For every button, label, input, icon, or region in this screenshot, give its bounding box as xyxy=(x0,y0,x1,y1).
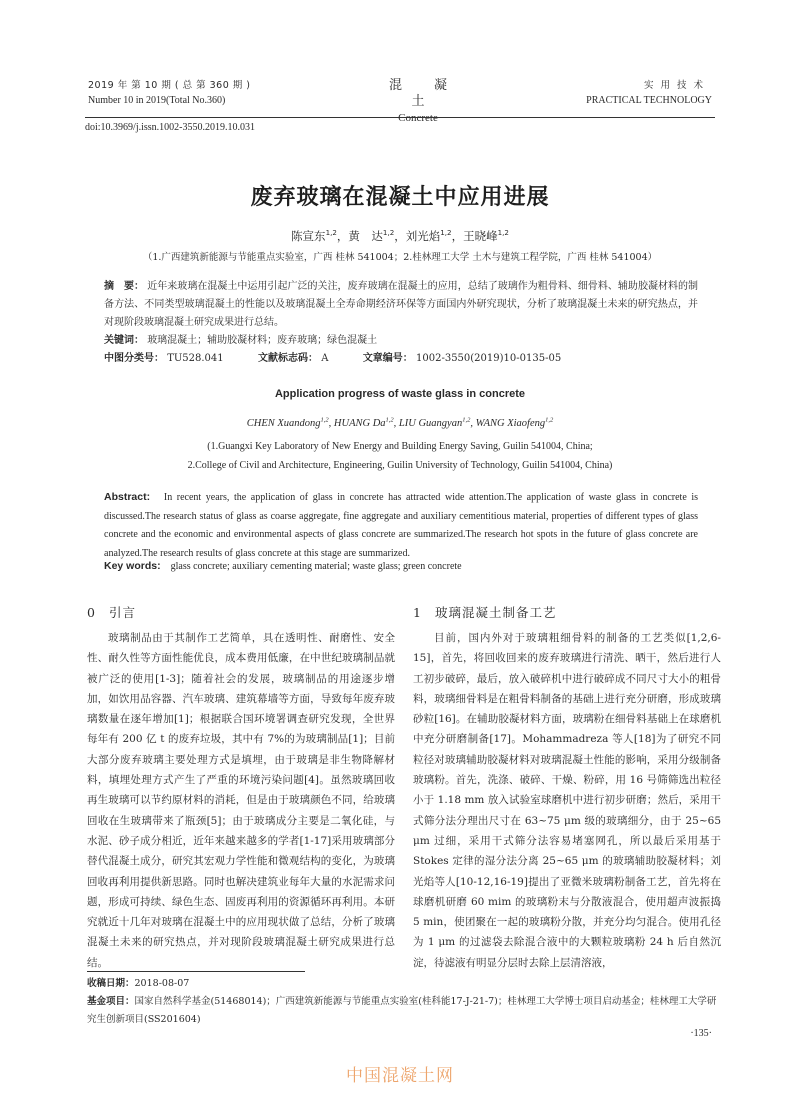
author-affiliation-mark: 1,2 xyxy=(325,228,337,238)
author-affiliation-mark: 1,2 xyxy=(462,416,471,424)
column-info xyxy=(586,78,712,108)
author-name: 刘光焰 xyxy=(405,229,441,243)
article-title-en: Application progress of waste glass in concrete xyxy=(274,388,525,400)
author-separator: ， xyxy=(336,229,349,243)
author-list-en xyxy=(0,418,800,429)
section-number: 1 xyxy=(413,605,422,620)
author-separator: , xyxy=(470,418,476,429)
journal-name-en: Concrete xyxy=(398,112,438,124)
section-preparation-process xyxy=(413,602,721,973)
classification-row xyxy=(104,350,561,368)
keywords-cn-text: 玻璃混凝土；辅助胶凝材料；废弃玻璃；绿色混凝土 xyxy=(147,335,378,346)
page-number: ·135· xyxy=(690,1028,712,1039)
clc-label: 中图分类号： xyxy=(104,353,164,364)
abstract-cn-label: 摘 要： xyxy=(104,281,145,292)
section-title: 引言 xyxy=(109,605,137,620)
abstract-cn xyxy=(104,278,698,332)
article-title-cn: 废弃玻璃在混凝土中应用进展 xyxy=(250,185,550,210)
author-affiliation-mark: 1,2 xyxy=(382,228,395,238)
section-heading xyxy=(87,602,395,624)
author-affiliation-mark: 1,2 xyxy=(497,228,509,238)
abstract-en xyxy=(104,488,698,563)
keywords-en xyxy=(104,557,462,576)
article-no-value: 1002-3550(2019)10-0135-05 xyxy=(416,353,562,364)
running-header xyxy=(88,78,712,124)
author-separator: , xyxy=(393,418,399,429)
author-list-cn xyxy=(0,228,800,244)
keywords-cn xyxy=(104,332,377,350)
keywords-en-label: Key words: xyxy=(104,560,161,572)
section-number: 0 xyxy=(87,605,96,620)
affiliation-en-1: (1.Guangxi Key Laboratory of New Energy and Building Energy Saving, Guilin 541004, China; xyxy=(207,441,593,452)
footnote-fund xyxy=(87,993,717,1029)
doc-code-value: A xyxy=(321,353,329,364)
abstract-en-label: Abstract: xyxy=(104,491,151,503)
received-label: 收稿日期： xyxy=(87,978,135,989)
abstract-en-text: In recent years, the application of glass in concrete has attracted wide attention.The application of waste glass in concrete is discussed.The research status of glass as coarse aggregate, fine aggregate and auxiliary cementitious material, properties of different types of glass concrete and the economic and environmental aspects of glass concrete are summarized.The research hot spots in the future of glass concrete are analyzed.The research results of glass concrete at this stage are summarized. xyxy=(104,492,699,559)
author-affiliation-mark: 1,2 xyxy=(545,416,554,424)
section-title: 玻璃混凝土制备工艺 xyxy=(435,605,557,620)
column-cn: 实用技术 xyxy=(643,80,710,91)
author-affiliation-mark: 1,2 xyxy=(320,416,329,424)
author-name: 陈宣东 xyxy=(291,229,326,243)
article-no-label: 文章编号： xyxy=(362,353,413,364)
received-date: 2018-08-07 xyxy=(134,978,190,989)
author-name: CHEN Xuandong xyxy=(246,418,321,429)
section-introduction xyxy=(87,602,395,973)
author-name: 黄 达 xyxy=(348,229,383,243)
fund-label: 基金项目： xyxy=(87,996,135,1007)
doi[interactable]: doi:10.3969/j.issn.1002-3550.2019.10.031 xyxy=(85,122,256,133)
author-name: LIU Guangyan xyxy=(398,418,463,429)
author-name: WANG Xiaofeng xyxy=(475,418,546,429)
author-affiliation-mark: 1,2 xyxy=(440,228,452,238)
doc-code-label: 文献标志码： xyxy=(258,353,319,364)
fund-text: 国家自然科学基金(51468014)；广西建筑新能源与节能重点实验室(桂科能17-J-21-7)；桂林理工大学博士项目启动基金；桂林理工大学研究生创新项目(SS201604) xyxy=(87,996,717,1025)
journal-name xyxy=(348,78,488,126)
author-affiliation-mark: 1,2 xyxy=(385,416,394,424)
issue-cn: 2019 年 第 10 期 ( 总 第 360 期 ) xyxy=(88,80,251,91)
footnote-divider xyxy=(87,971,305,972)
section-heading xyxy=(413,602,721,624)
author-separator: ， xyxy=(394,229,406,243)
paragraph: 玻璃制品由于其制作工艺简单，具在透明性、耐磨性、安全性、耐久性等方面性能优良，成本费用低廉，在中世纪玻璃制品就被广泛的使用[1-3]；随着社会的发展，玻璃制品的用途逐步增加，如饮用品容器、汽车玻璃、建筑幕墙等方面，导致每年废弃玻璃数量在逐年增加[1]；根据联合国环境署调查研究发现，全世界每年有 200 亿 t 的废弃垃圾，其中有 7%的为玻璃制品[1]；目前大部分废弃玻璃主要处理方式是填埋，由于玻璃是非生物降解材料，填埋处理方式产生了严重的环境污染问题[4]。虽然玻璃回收再生玻璃可以节约原材料的消耗，但是由于玻璃颜色不同，给玻璃回收在生玻璃带来了瓶颈[5]；由于玻璃成分主要是二氧化硅，与水泥、砂子成分相近，近年来越来越多的学者[1-17]采用玻璃部分替代混凝土成分，研究其宏观力学性能和微观结构的变化，为玻璃回收再利用提供新思路。同时也解决建筑业每年大量的水泥需求问题，形成可持续、绿色生态、固废再利用的资源循环再利用。本研究就近十几年对玻璃在混凝土中的应用现状做了总结，分析了玻璃混凝土未来的研究热点，并对现阶段玻璃混凝土研究成果进行总结。 xyxy=(87,632,395,969)
issue-info xyxy=(88,78,251,108)
issue-en: Number 10 in 2019(Total No.360) xyxy=(88,95,226,106)
abstract-cn-text: 近年来玻璃在混凝土中运用引起广泛的关注，废弃玻璃在混凝土的应用，总结了玻璃作为粗骨料、细骨料、辅助胶凝材料的制备方法、不同类型玻璃混凝土的性能以及玻璃混凝土全寿命期经济环保等方面国内外研究现状，分析了玻璃混凝土未来的研究热点，并对现阶段玻璃混凝土研究成果进行总结。 xyxy=(104,281,699,328)
affiliation-cn: （1.广西建筑新能源与节能重点实验室，广西 桂林 541004；2.桂林理工大学 土木与建筑工程学院，广西 桂林 541004） xyxy=(142,252,658,263)
author-name: HUANG Da xyxy=(333,418,386,429)
footnote-received xyxy=(87,975,717,993)
author-name: 王晓峰 xyxy=(463,229,498,243)
author-separator: , xyxy=(328,418,334,429)
keywords-cn-label: 关键词： xyxy=(104,335,144,346)
author-separator: ， xyxy=(451,229,464,243)
keywords-en-text: glass concrete; auxiliary cementing material; waste glass; green concrete xyxy=(170,561,462,572)
affiliation-en-2: 2.College of Civil and Architecture, Engineering, Guilin University of Technology, Guilin 541004, China) xyxy=(187,460,613,471)
column-en: PRACTICAL TECHNOLOGY xyxy=(586,95,712,106)
affiliation-en xyxy=(0,437,800,475)
header-divider xyxy=(85,117,715,118)
journal-name-cn: 混凝土 xyxy=(388,78,479,109)
clc-value: TU528.041 xyxy=(167,353,224,364)
watermark: 中国混凝土网 xyxy=(346,1066,454,1086)
paragraph: 目前，国内外对于玻璃粗细骨料的制备的工艺类似[1,2,6-15]，首先，将回收回来的废弃玻璃进行清洗、晒干，然后进行人工初步破碎，最后，放入破碎机中进行破碎成不同尺寸大小的粗骨料，玻璃细骨料是在粗骨料制备的基础上进行充分研磨，形成玻璃砂粒[16]。在辅助胶凝材料方面，玻璃粉在细骨料基础上在球磨机中充分研磨制备[17]。Mohammadreza 等人[18]为了研究不同粒径对玻璃辅助胶凝材料对玻璃混凝土性能的影响，采用分级制备玻璃粉。首先，洗涤、破碎、干燥、粉碎，用 16 号筛筛选出粒径小于 1.18 mm 放入试验室球磨机中进行初步研磨；然后，采用干式筛分法分理出尺寸在 63~75 μm 级的玻璃细分，由于 25~65 μm 过细，采用干式筛分法容易堵塞网孔，所以最后采用基于 Stokes 定律的湿分法分离 25~65 μm 的玻璃辅助胶凝材料；刘光焰等人[10-12,16-19]提出了亚微米玻璃粉制备工艺，首先将在球磨机研磨 60 mim 的玻璃粉末与分散液混合，使用超声波振捣 5 min，使团聚在一起的玻璃粉分散，并充分均匀混合。使用孔径为 1 μm 的过滤袋去除混合液中的大颗粒玻璃粉 24 h 后自然沉淀，待滤液有明显分层时去除上层清溶液， xyxy=(413,632,721,969)
